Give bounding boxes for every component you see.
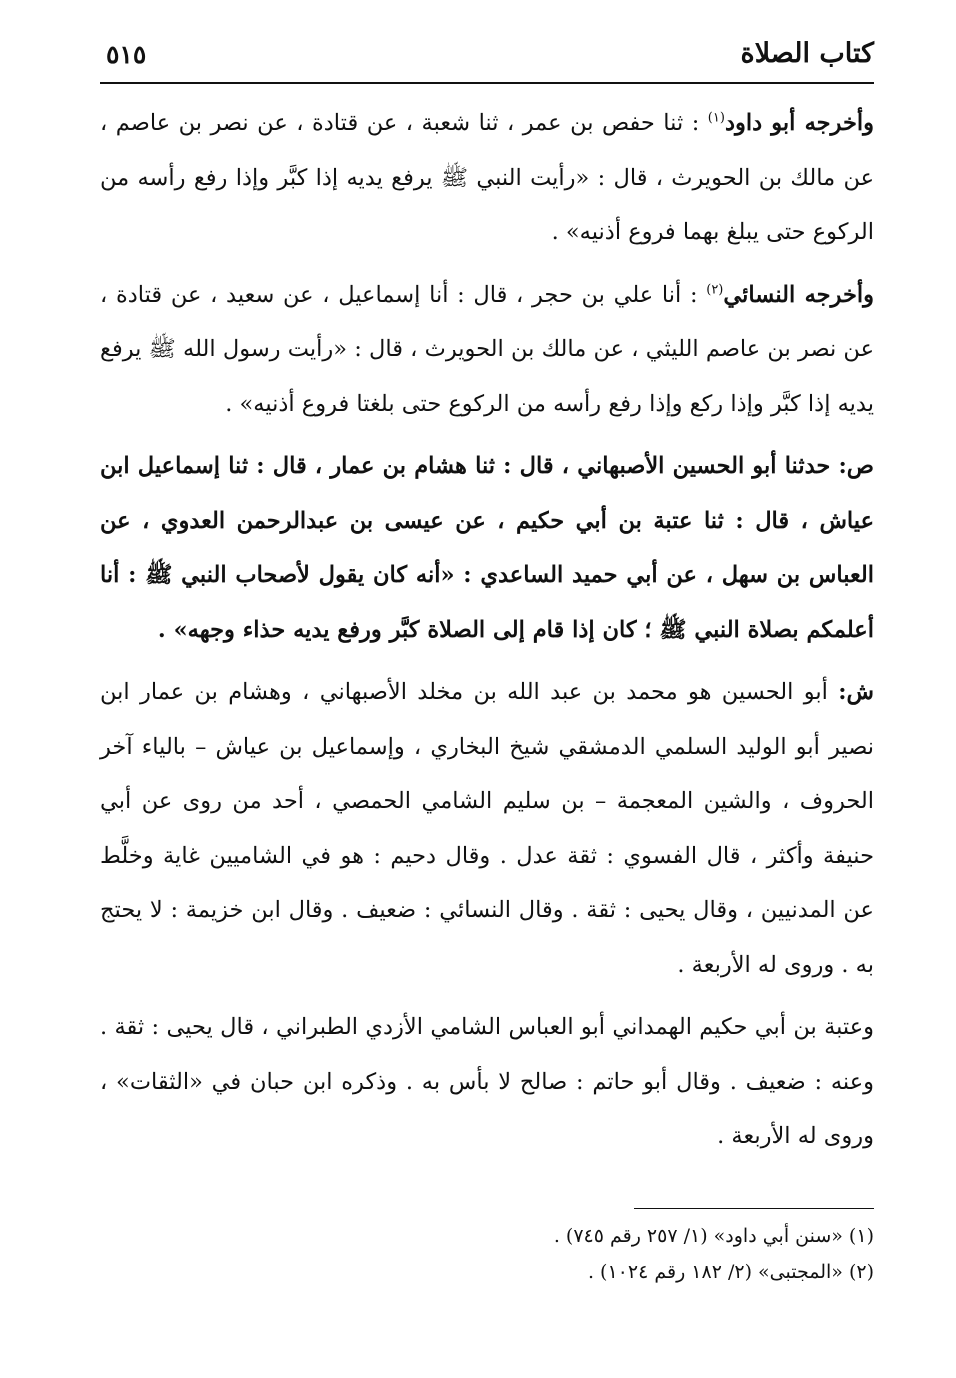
footnote-ref[interactable]: (١) xyxy=(707,110,725,126)
paragraph-utba: وعتبة بن أبي حكيم الهمداني أبو العباس الشامي الأزدي الطبراني ، قال يحيى : ثقة . وعنه : ضعيف . وقال أبو حاتم : صالح لا بأس به . وذكره ابن حبان في «الثقات» ، وروى له الأربعة . xyxy=(100,1014,874,1149)
paragraph-text: أبو الحسين هو محمد بن عبد الله بن مخلد الأصبهاني ، وهشام بن عمار ابن نصير أبو الوليد السلمي الدمشقي شيخ البخاري ، وإسماعيل بن عياش – بالياء آخر الحروف ، والشين المعجمة – بن سليم الشامي الحمصي ، أحد من روى عن أبي حنيفة وأكثر ، قال الفسوي : ثقة عدل . وقال دحيم : هو في الشاميين غاية وخلَّط عن المدنيين ، وقال يحيى : ثقة . وقال النسائي : ضعيف . وقال ابن خزيمة : لا يحتج به . وروى له الأربعة . xyxy=(100,679,874,978)
footnote-ref[interactable]: (٢) xyxy=(706,282,724,297)
page-body xyxy=(100,96,874,1164)
paragraph-lead: وأخرجه أبو داود xyxy=(724,110,874,136)
paragraph-text: : أنا علي بن حجر ، قال : أنا إسماعيل ، عن سعيد ، عن قتادة ، عن نصر بن عاصم الليثي ، عن مالك بن الحويرث ، قال : «رأيت رسول الله ﷺ يرفع يديه إذا كبَّر وإذا ركع وإذا رفع رأسه من الركوع حتى بلغتا فروع أذنيه» . xyxy=(100,281,874,417)
footnote-rule xyxy=(634,1208,874,1209)
paragraph-commentary xyxy=(100,665,874,992)
paragraph-abu-dawud xyxy=(100,96,874,260)
paragraph-nasai xyxy=(100,268,874,432)
header-rule xyxy=(100,82,874,84)
footnotes xyxy=(100,1218,874,1290)
paragraph-lead: ش: xyxy=(838,679,874,705)
running-header xyxy=(100,28,874,84)
footnote-2: (٢) «المجتبى» (٢/ ١٨٢ رقم ١٠٢٤) . xyxy=(587,1261,874,1283)
footnote-1: (١) «سنن أبي داود» (١/ ٢٥٧ رقم ٧٤٥) . xyxy=(553,1225,874,1247)
paragraph-text: : ثنا حفص بن عمر ، ثنا شعبة ، عن قتادة ، عن نصر بن عاصم ، عن مالك بن الحويرث ، قال : «رأيت النبي ﷺ يرفع يديه إذا كبَّر وإذا رفع رأسه من الركوع حتى يبلغ بهما فروع أذنيه» . xyxy=(100,110,874,245)
paragraph-hadith-text: ص: حدثنا أبو الحسين الأصبهاني ، قال : ثنا هشام بن عمار ، قال : ثنا إسماعيل ابن عياش ، قال : ثنا عتبة بن أبي حكيم ، عن عيسى بن عبدالرحمن العدوي ، عن العباس بن سهل ، عن أبي حميد الساعدي : «أنه كان يقول لأصحاب النبي ﷺ : أنا أعلمكم بصلاة النبي ﷺ ؛ كان إذا قام إلى الصلاة كبَّر ورفع يديه حذاء وجهه» . xyxy=(100,453,874,643)
paragraph-lead: وأخرجه النسائي xyxy=(723,281,874,308)
page-number: ٥١٥ xyxy=(106,40,147,69)
chapter-title: كتاب الصلاة xyxy=(740,38,874,69)
